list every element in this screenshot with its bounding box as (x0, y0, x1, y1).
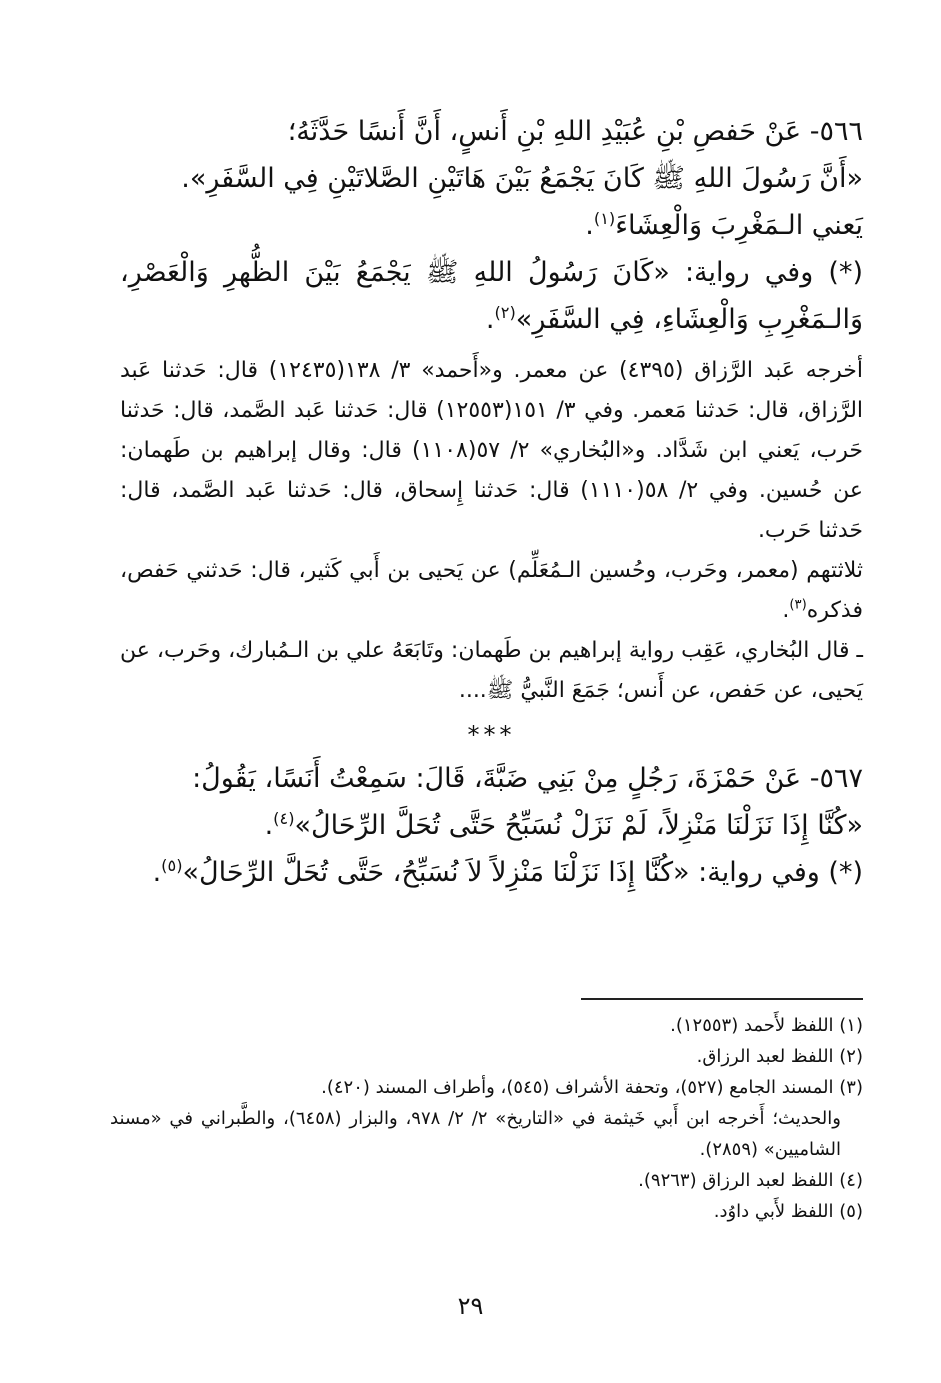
riwaya-567-end: . (152, 857, 162, 888)
takhrij-paragraph-3: ـ قال البُخاري، عَقِب رواية إبراهيم بن طَهمان: وتَابَعَهُ علي بن الـمُبارك، وحَرب، عن يَحيى، عن حَفص، عن أَنس؛ جَمَعَ النَّبيُّ ﷺ.... (120, 638, 863, 703)
footnote-4: (٤) اللفظ لعبد الرزاق (٩٢٦٣). (638, 1170, 863, 1191)
explanation-end: . (585, 210, 594, 241)
hadith-567-isnad: ٥٦٧- عَنْ حَمْزَةَ، رَجُلٍ مِنْ بَنِي ضَبَّةَ، قَالَ: سَمِعْتُ أَنَسًا، يَقُولُ: (192, 763, 863, 794)
hadith-566-explanation (120, 202, 863, 249)
footnote-1: (١) اللفظ لأَحمد (١٢٥٥٣). (670, 1015, 863, 1036)
footnote-ref-1: (١) (593, 209, 616, 228)
section-separator: *** (467, 721, 516, 749)
hadith-566-matn: «أَنَّ رَسُولَ اللهِ ﷺ كَانَ يَجْمَعُ بَيْنَ هَاتَيْنِ الصَّلاتَيْنِ فِي السَّفَرِ». (181, 163, 863, 194)
hadith-567-matn (120, 802, 863, 849)
footnote-ref-4: (٤) (273, 809, 295, 828)
footnotes (110, 1010, 863, 1227)
main-text (120, 108, 863, 896)
footnote-2: (٢) اللفظ لعبد الرزاق. (696, 1046, 863, 1067)
explanation-text: يَعني الـمَغْرِبَ وَالْعِشَاءَ (615, 210, 863, 241)
takhrij-paragraph-2-text: ثلاثتهم (معمر، وحَرب، وحُسين الـمُعَلِّم) عن يَحيى بن أَبي كَثير، قال: حَدثني حَفص، فذكره (120, 558, 863, 623)
takhrij-paragraph-1: أخرجه عَبد الرَّزاق (٤٣٩٥) عن معمر. و«أَحمد» ٣/ ١٣٨(١٢٤٣٥) قال: حَدثنا عَبد الرَّزاق، قال: حَدثنا مَعمر. وفي ٣/ ١٥١(١٢٥٥٣) قال: حَدثنا عَبد الصَّمد، قال: حَدثنا حَرب، يَعني ابن شَدَّاد. و«البُخاري» ٢/ ٥٧(١١٠٨) قال: وقال إبراهيم بن طَهمان: عن حُسين. وفي ٢/ ٥٨(١١١٠) قال: حَدثنا إِسحاق، قال: حَدثنا عَبد الصَّمد، قال: حَدثنا حَرب. (120, 358, 864, 543)
footnote-ref-2: (٢) (494, 303, 516, 322)
footnote-ref-3: (٣) (789, 597, 807, 613)
footnote-ref-5: (٥) (161, 856, 183, 875)
footnote-divider (581, 998, 863, 1000)
footnote-3: (٣) المسند الجامع (٥٢٧)، وتحفة الأشراف (٥٤٥)، وأطراف المسند (٤٢٠). (321, 1077, 863, 1098)
riwaya-567-text: (*) وفي رواية: «كُنَّا إِذَا نَزَلْنَا مَنْزِلاً لاَ نُسَبِّحُ، حَتَّى تُحَلَّ الرِّحَالُ» (182, 857, 863, 888)
footnote-3-continuation: والحديث؛ أَخرجه ابن أَبي خَيثمة في «التاريخ» ٢/ ٢/ ٩٧٨، والبزار (٦٤٥٨)، والطَّبراني في «مسند الشاميين» (٢٨٥٩). (110, 1108, 841, 1160)
takhrij-paragraph-2 (120, 551, 863, 631)
hadith-566-isnad: ٥٦٦- عَنْ حَفصِ بْنِ عُبَيْدِ اللهِ بْنِ أَنسٍ، أَنَّ أَنسًا حَدَّثَهُ؛ (287, 116, 863, 147)
hadith-566 (120, 108, 863, 343)
matn-end: . (264, 810, 274, 841)
matn-text: «كُنَّا إِذَا نَزَلْنَا مَنْزِلاً، لَمْ نَزَلْ نُسَبِّحُ حَتَّى تُحَلَّ الرِّحَالُ» (294, 810, 863, 841)
footnote-5: (٥) اللفظ لأَبي داوُد. (713, 1201, 863, 1222)
hadith-566-riwaya (120, 249, 863, 343)
riwaya-text: (*) وفي رواية: «كَانَ رَسُولُ اللهِ ﷺ يَجْمَعُ بَيْنَ الظُّهرِ وَالْعَصْرِ، وَالـمَغْرِبِ وَالْعِشَاءِ، فِي السَّفَرِ» (120, 257, 863, 335)
riwaya-end: . (485, 304, 495, 335)
hadith-567 (120, 755, 863, 896)
takhrij-paragraph-2-end: . (782, 598, 790, 623)
page-number: ٢٩ (457, 1292, 484, 1320)
hadith-567-riwaya (120, 849, 863, 896)
takhrij-566 (120, 351, 863, 711)
